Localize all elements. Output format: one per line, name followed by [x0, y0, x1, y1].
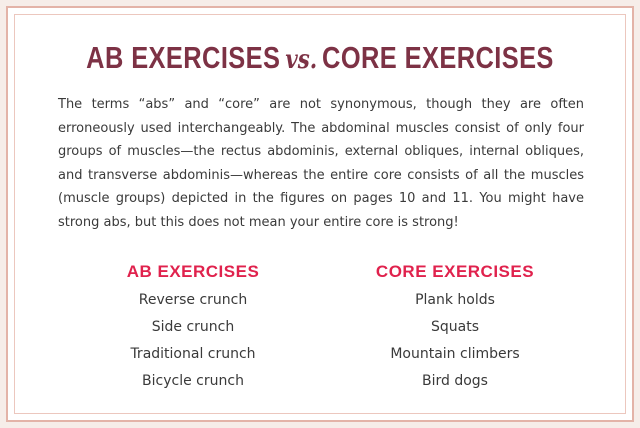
title-vs: vs. [285, 45, 318, 75]
list-item: Mountain climbers [390, 346, 520, 362]
core-exercises-heading: CORE EXERCISES [375, 262, 535, 281]
list-item: Bicycle crunch [142, 373, 244, 389]
list-item: Traditional crunch [130, 346, 256, 362]
ab-exercises-list [73, 287, 313, 395]
intro-paragraph: The terms “abs” and “core” are not synonymous, though they are often erroneously used interchangeably. The abdominal muscles consist of only four groups of muscles—the rectus abdominis, external obliques, internal obliques, and transverse abdominis—whereas the entire core consists of all the muscles (muscle groups) depicted in the figures on pages 10 and 11. You might have strong abs, but this does not mean your entire core is strong! [58, 97, 584, 230]
ab-exercises-column [73, 259, 313, 395]
title-core-exercises: CORE EXERCISES [322, 40, 554, 75]
core-exercises-list [335, 287, 575, 395]
list-item: Plank holds [415, 292, 495, 308]
core-exercises-column [335, 259, 575, 395]
title-ab-exercises: AB EXERCISES [86, 40, 281, 75]
ab-exercises-heading: AB EXERCISES [126, 262, 260, 281]
list-item: Reverse crunch [138, 292, 248, 308]
sidebar-title [58, 40, 583, 76]
list-item: Side crunch [151, 319, 235, 335]
list-item: Bird dogs [422, 373, 488, 389]
list-item: Squats [430, 319, 479, 335]
